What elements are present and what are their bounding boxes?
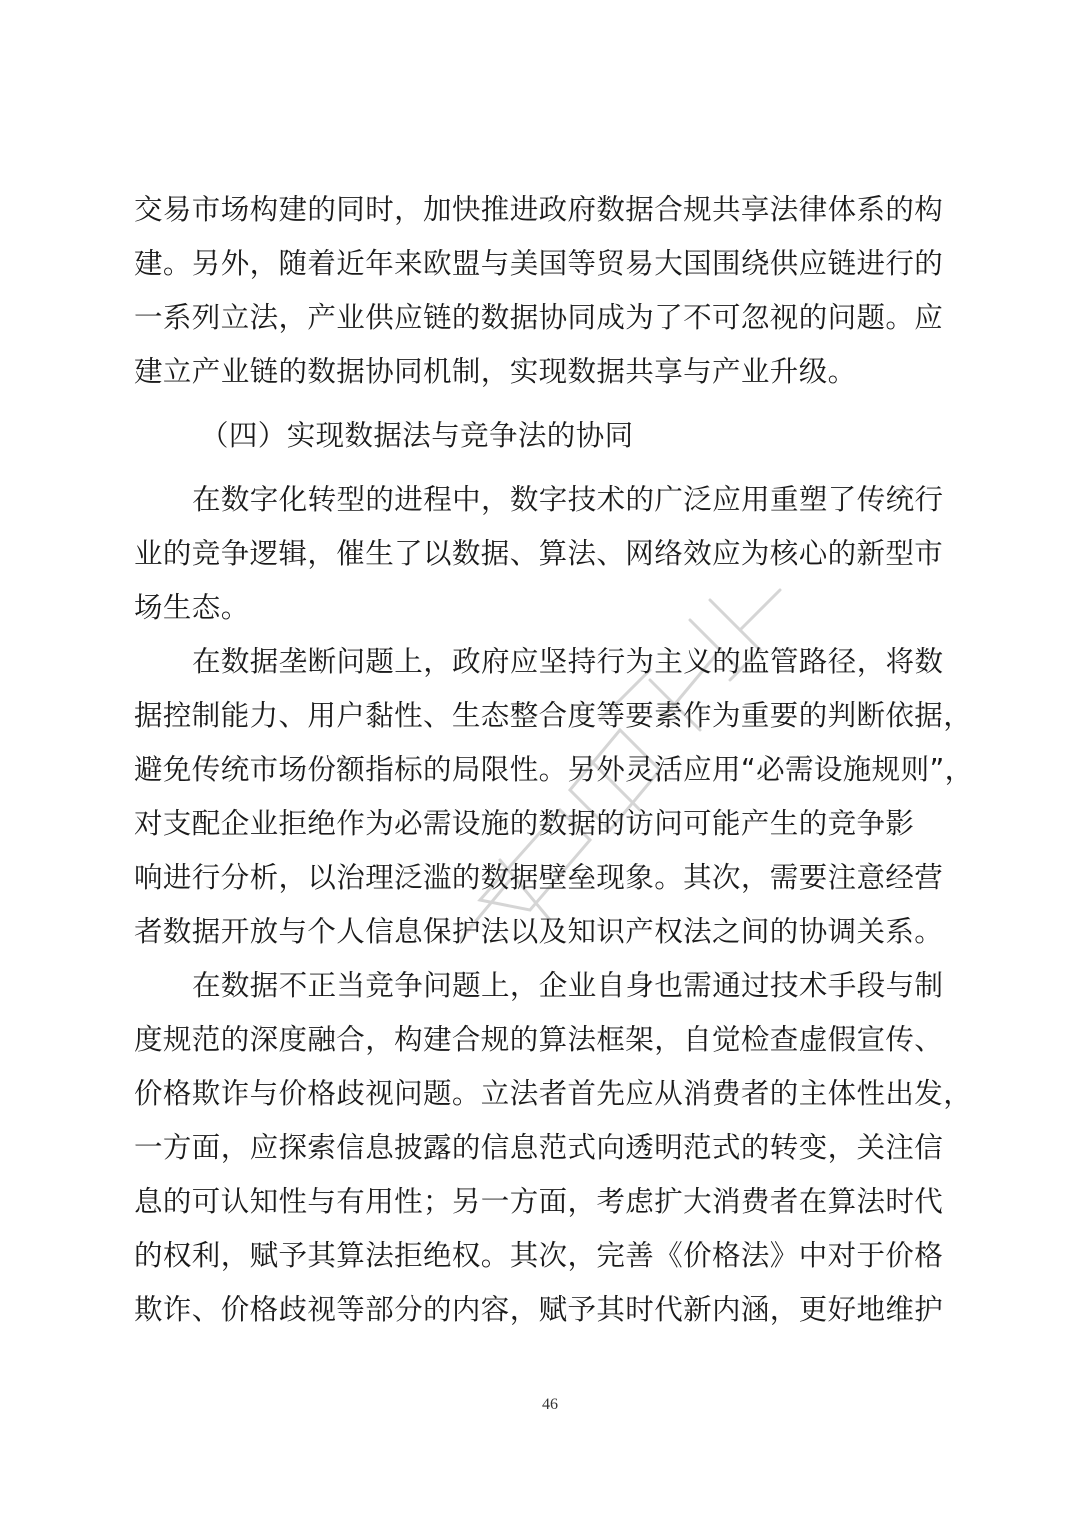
paragraph-line: 一方面，应探索信息披露的信息范式向透明范式的转变，关注信 (134, 1131, 944, 1164)
paragraph-line: 价格欺诈与价格歧视问题。立法者首先应从消费者的主体性出发， (134, 1077, 973, 1110)
paragraph-line: 度规范的深度融合，构建合规的算法框架，自觉检查虚假宣传、 (134, 1023, 944, 1056)
page-number: 46 (542, 1396, 558, 1413)
paragraph-line: 的权利，赋予其算法拒绝权。其次，完善《价格法》中对于价格 (134, 1239, 944, 1272)
paragraph-line: 息的可认知性与有用性；另一方面，考虑扩大消费者在算法时代 (134, 1185, 944, 1218)
paragraph-line: 在数据垄断问题上，政府应坚持行为主义的监管路径，将数 (192, 645, 944, 678)
paragraph-line: 建立产业链的数据协同机制，实现数据共享与产业升级。 (134, 355, 857, 388)
paragraph-line: 对支配企业拒绝作为必需设施的数据的访问可能产生的竞争影 (134, 807, 915, 840)
paragraph-line: 交易市场构建的同时，加快推进政府数据合规共享法律体系的构 (134, 193, 944, 226)
paragraph-line: 者数据开放与个人信息保护法以及知识产权法之间的协调关系。 (134, 915, 944, 948)
paragraph-line: 场生态。 (134, 591, 250, 624)
section-heading: （四）实现数据法与竞争法的协同 (200, 419, 634, 452)
paragraph-line: 在数据不正当竞争问题上，企业自身也需通过技术手段与制 (192, 969, 944, 1002)
paragraph-line: 一系列立法，产业供应链的数据协同成为了不可忽视的问题。应 (134, 301, 944, 334)
paragraph-line: 据控制能力、用户黏性、生态整合度等要素作为重要的判断依据， (134, 699, 973, 732)
paragraph-line: 欺诈、价格歧视等部分的内容，赋予其时代新内涵，更好地维护 (134, 1293, 944, 1326)
paragraph-line: 建。另外，随着近年来欧盟与美国等贸易大国围绕供应链进行的 (134, 247, 944, 280)
paragraph-line: 响进行分析，以治理泛滥的数据壁垒现象。其次，需要注意经营 (134, 861, 944, 894)
paragraph-line: 避免传统市场份额指标的局限性。另外灵活应用“必需设施规则”， (134, 753, 974, 786)
paragraph-line: 在数字化转型的进程中，数字技术的广泛应用重塑了传统行 (192, 483, 944, 516)
paragraph-line: 业的竞争逻辑，催生了以数据、算法、网络效应为核心的新型市 (134, 537, 944, 570)
